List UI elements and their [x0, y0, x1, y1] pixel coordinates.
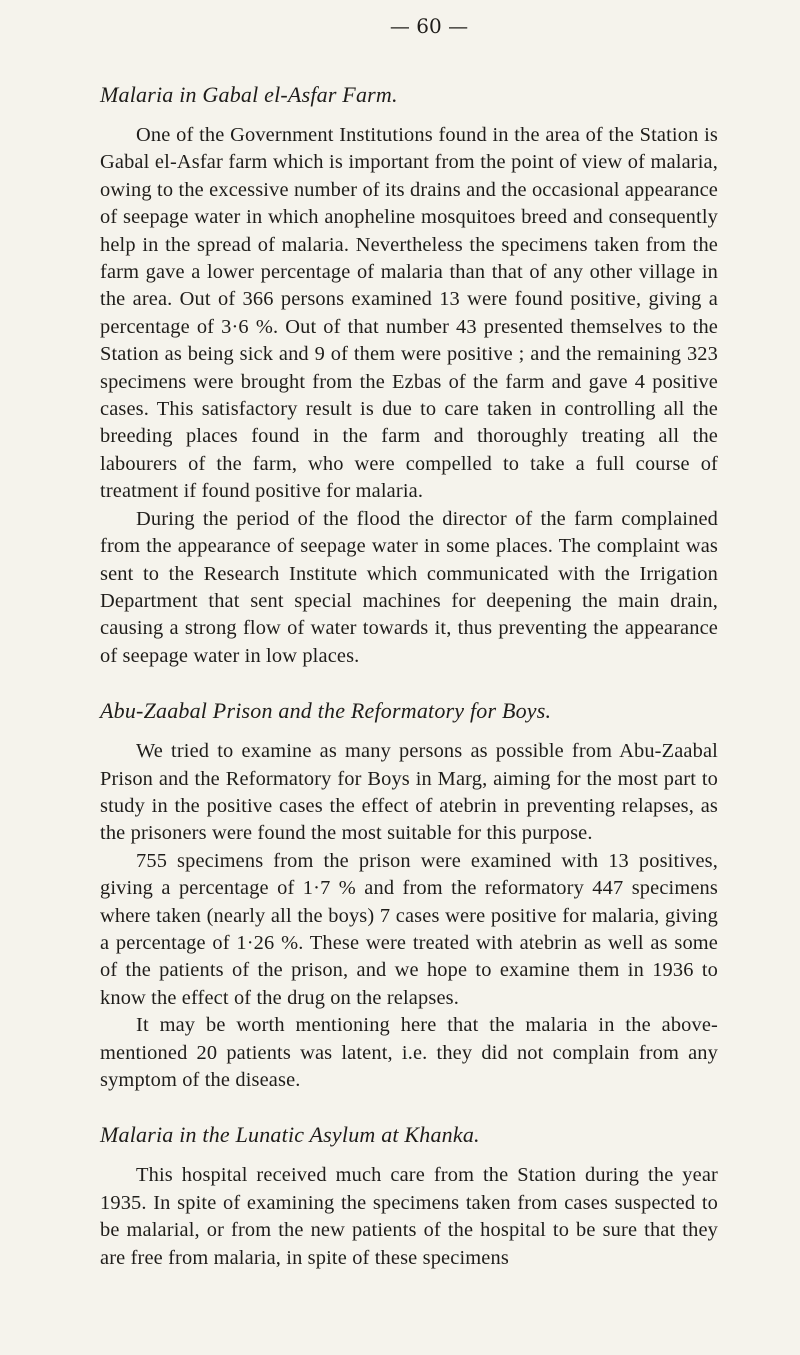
section-heading: Abu-Zaabal Prison and the Reformatory for Boys.: [100, 698, 552, 724]
paragraph: 755 specimens from the prison were examined with 13 positives, giving a percentage of 1·7 % and from the reformatory 447 specimens where taken (nearly all the boys) 7 cases were positive for malaria, giving a percentage of 1·26 %. These were treated with atebrin as well as some of the patients of the prison, and we hope to examine them in 1936 to know the effect of the drug on the relapses.: [100, 849, 718, 1009]
paragraph: During the period of the flood the director of the farm complained from the appearance of seepage water in some places. The complaint was sent to the Research Institute which communicated with the Irrigation Department that sent special machines for deepening the main drain, causing a strong flow of water towards it, thus preventing the appearance of seepage water in low places.: [100, 507, 718, 667]
paragraph: One of the Government Institutions found in the area of the Station is Gabal el-Asfar farm which is important from the point of view of malaria, owing to the excessive number of its drains and the occasional appearance of seepage water in which anopheline mosquitoes breed and consequently help in the spread of malaria. Nevertheless the specimens taken from the farm gave a lower percentage of malaria than that of any other village in the area. Out of 366 persons examined 13 were found positive, giving a percentage of 3·6 %. Out of that number 43 presented themselves to the Station as being sick and 9 of them were positive ; and the remaining 323 specimens were brought from the Ezbas of the farm and gave 4 positive cases. This satisfactory result is due to care taken in controlling all the breeding places found in the farm and thoroughly treating all the labourers of the farm, who were compelled to take a full course of treatment if found positive for malaria.: [100, 124, 718, 503]
section-lunatic-asylum: [100, 1122, 718, 1272]
section-gabal-el-asfar: [100, 82, 718, 670]
paragraph: We tried to examine as many persons as possible from Abu-Zaabal Prison and the Reformatory for Boys in Marg, aiming for the most part to study in the positive cases the effect of atebrin in preventing relapses, as the prisoners were found the most suitable for this purpose.: [100, 740, 718, 845]
section-abu-zaabal: [100, 698, 718, 1094]
page-number: — 60 —: [389, 14, 469, 38]
paragraph: This hospital received much care from the Station during the year 1935. In spite of examining the specimens taken from cases suspected to be malarial, or from the new patients of the hospital to be sure that they are free from malaria, in spite of these specimens: [100, 1164, 718, 1269]
section-heading: Malaria in the Lunatic Asylum at Khanka.: [100, 1122, 480, 1148]
paragraph: It may be worth mentioning here that the malaria in the above-mentioned 20 patients was latent, i.e. they did not complain from any symptom of the disease.: [100, 1014, 718, 1091]
section-heading: Malaria in Gabal el-Asfar Farm.: [100, 82, 398, 107]
